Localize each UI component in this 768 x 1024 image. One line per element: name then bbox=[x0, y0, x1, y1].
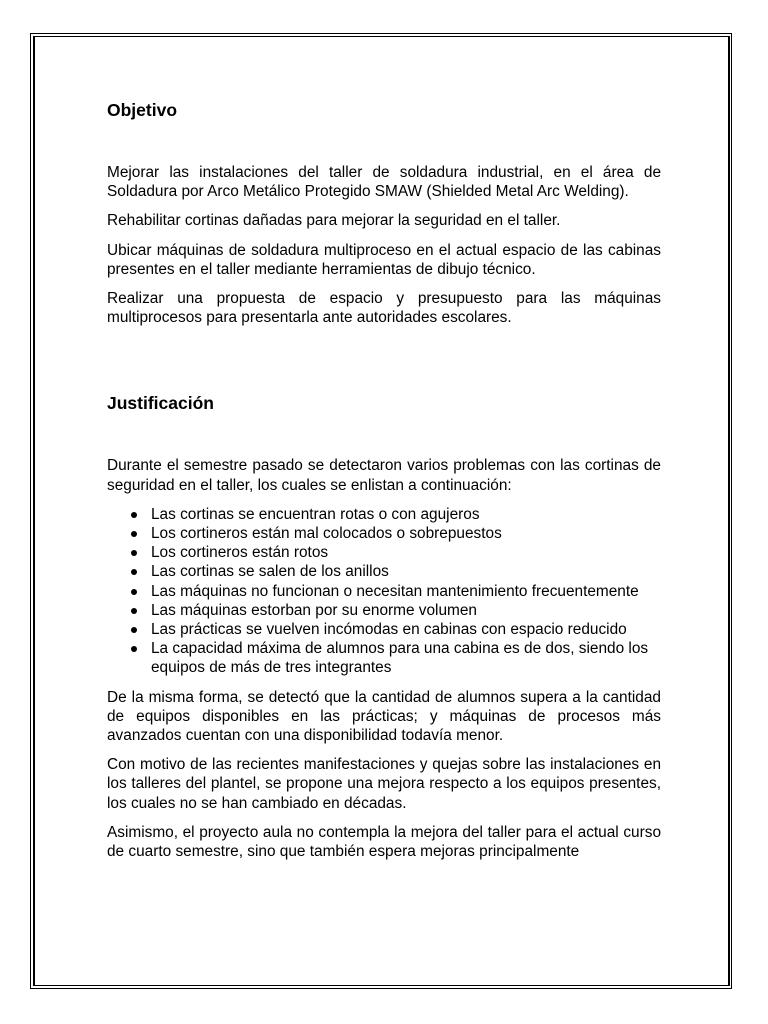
list-item: Las máquinas estorban por su enorme volumen bbox=[151, 601, 661, 620]
objetivo-paragraph-3: Ubicar máquinas de soldadura multiproceso en el actual espacio de las cabinas presentes en el taller mediante herramientas de dibujo técnico. bbox=[107, 241, 661, 278]
list-item: Las cortinas se encuentran rotas o con agujeros bbox=[151, 505, 661, 524]
objetivo-paragraph-2: Rehabilitar cortinas dañadas para mejorar la seguridad en el taller. bbox=[107, 212, 561, 230]
heading-justificacion: Justificación bbox=[107, 393, 214, 414]
problems-list bbox=[107, 505, 661, 678]
document-body bbox=[107, 98, 661, 871]
heading-objetivo: Objetivo bbox=[107, 100, 178, 120]
justificacion-paragraph-1: De la misma forma, se detectó que la cantidad de alumnos supera a la cantidad de equipos disponibles en las prácticas; y máquinas de procesos más avanzados cuentan con una disponibilidad todavía menor. bbox=[107, 688, 661, 745]
justificacion-intro: Durante el semestre pasado se detectaron varios problemas con las cortinas de seguridad en el taller, los cuales se enlistan a continuación: bbox=[107, 457, 661, 494]
objetivo-paragraph-4: Realizar una propuesta de espacio y presupuesto para las máquinas multiprocesos para presentarla ante autoridades escolares. bbox=[107, 290, 661, 327]
list-item: Las máquinas no funcionan o necesitan mantenimiento frecuentemente bbox=[151, 582, 661, 601]
list-item: Los cortineros están mal colocados o sobrepuestos bbox=[151, 524, 661, 543]
justificacion-paragraph-3: Asimismo, el proyecto aula no contempla la mejora del taller para el actual curso de cuarto semestre, sino que también espera mejoras principalmente bbox=[107, 823, 661, 861]
justificacion-paragraph-2: Con motivo de las recientes manifestaciones y quejas sobre las instalaciones en los talleres del plantel, se propone una mejora respecto a los equipos presentes, los cuales no se han cambiado en décadas. bbox=[107, 756, 661, 812]
list-item: La capacidad máxima de alumnos para una cabina es de dos, siendo los equipos de más de tres integrantes bbox=[151, 639, 661, 677]
list-item: Los cortineros están rotos bbox=[151, 543, 661, 562]
list-item: Las prácticas se vuelven incómodas en cabinas con espacio reducido bbox=[151, 620, 661, 639]
objetivo-paragraph-1: Mejorar las instalaciones del taller de soldadura industrial, en el área de Soldadura por Arco Metálico Protegido SMAW (Shielded Metal Arc Welding). bbox=[107, 164, 661, 201]
list-item: Las cortinas se salen de los anillos bbox=[151, 562, 661, 581]
